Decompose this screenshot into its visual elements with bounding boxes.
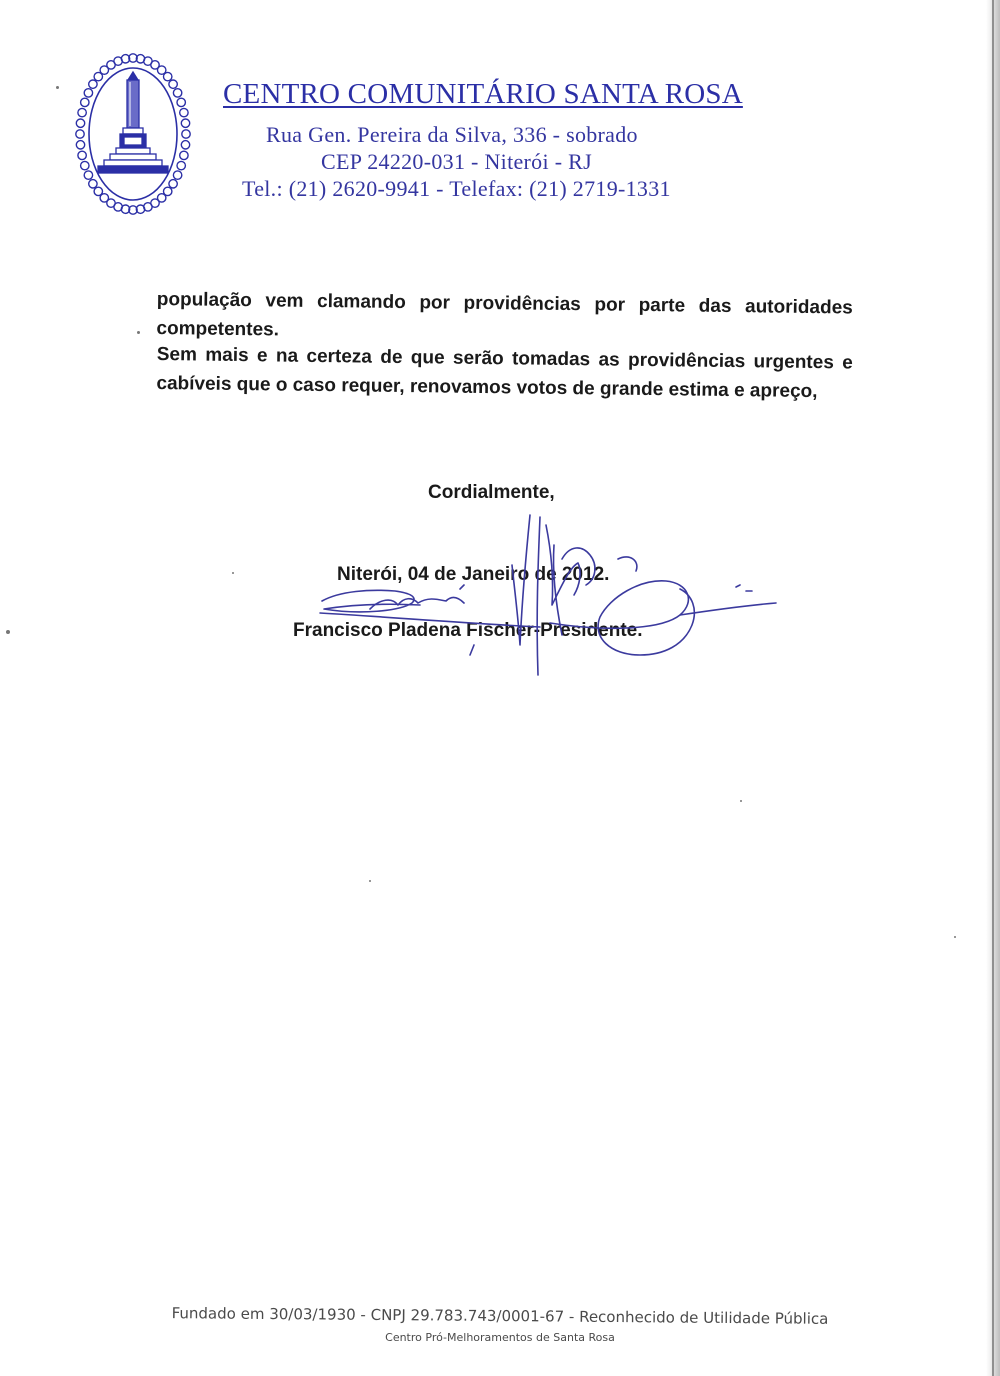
paragraph-text: população vem clamando por providências por parte das autoridades competentes.: [156, 288, 853, 341]
scan-speck: [954, 936, 956, 938]
seal-ring-loop: [81, 161, 89, 169]
scan-speck: [6, 630, 10, 634]
seal-ring-loop: [173, 171, 181, 179]
postal-line: CEP 24220-031 - Niterói - RJ: [321, 149, 592, 174]
scan-speck: [56, 86, 59, 89]
footer-subtitle: Centro Pró-Melhoramentos de Santa Rosa: [385, 1331, 615, 1344]
seal-ring-loop: [94, 187, 102, 195]
obelisk-seal-icon: [72, 50, 194, 218]
place-date: Niterói, 04 de Janeiro de 2012.: [337, 564, 610, 585]
seal-ring-loop: [78, 108, 86, 116]
seal-ring-loop: [169, 80, 177, 88]
scan-speck: [740, 800, 742, 802]
seal-ring-loop: [173, 89, 181, 97]
seal-ring-loop: [177, 161, 185, 169]
seal-ring-loop: [169, 180, 177, 188]
seal-ring-loop: [177, 98, 185, 106]
seal-ring-loop: [76, 130, 84, 138]
paragraph-text: Sem mais e na certeza de que serão tomadas as providências urgentes e cabíveis que o caso requer, renovamos votos de grande estima e apreço,: [156, 343, 853, 403]
closing-salutation: Cordialmente,: [428, 482, 555, 503]
footer-registration: Fundado em 30/03/1930 - CNPJ 29.783.743/0001-67 - Reconhecido de Utilidade Pública: [171, 1304, 829, 1328]
seal-ring-loop: [89, 180, 97, 188]
seal-ring-loop: [164, 72, 172, 80]
scan-speck: [232, 572, 234, 574]
scan-speck: [369, 880, 371, 882]
seal-ring-loop: [81, 98, 89, 106]
organization-title: CENTRO COMUNITÁRIO SANTA ROSA: [223, 78, 743, 110]
seal-ring-loop: [84, 171, 92, 179]
handwritten-signature: [300, 505, 800, 695]
seal-ring-loop: [181, 141, 189, 149]
phone-line: Tel.: (21) 2620-9941 - Telefax: (21) 2719-1331: [242, 176, 671, 201]
seal-ring-loop: [84, 89, 92, 97]
seal-ring-loop: [181, 119, 189, 127]
letter-body-paragraph-2: [156, 340, 853, 406]
scan-speck: [137, 331, 140, 334]
seal-ring-loop: [76, 141, 84, 149]
seal-ring-loop: [182, 130, 190, 138]
signatory-name: Francisco Pladena Fischer-Presidente.: [293, 620, 643, 641]
scan-edge-line: [992, 0, 994, 1376]
seal-ring-loop: [180, 151, 188, 159]
address-line: Rua Gen. Pereira da Silva, 336 - sobrado: [266, 122, 638, 147]
seal-ring-loop: [180, 108, 188, 116]
seal-ring-loop: [89, 80, 97, 88]
seal-ring-loop: [76, 119, 84, 127]
seal-ring-loop: [78, 151, 86, 159]
